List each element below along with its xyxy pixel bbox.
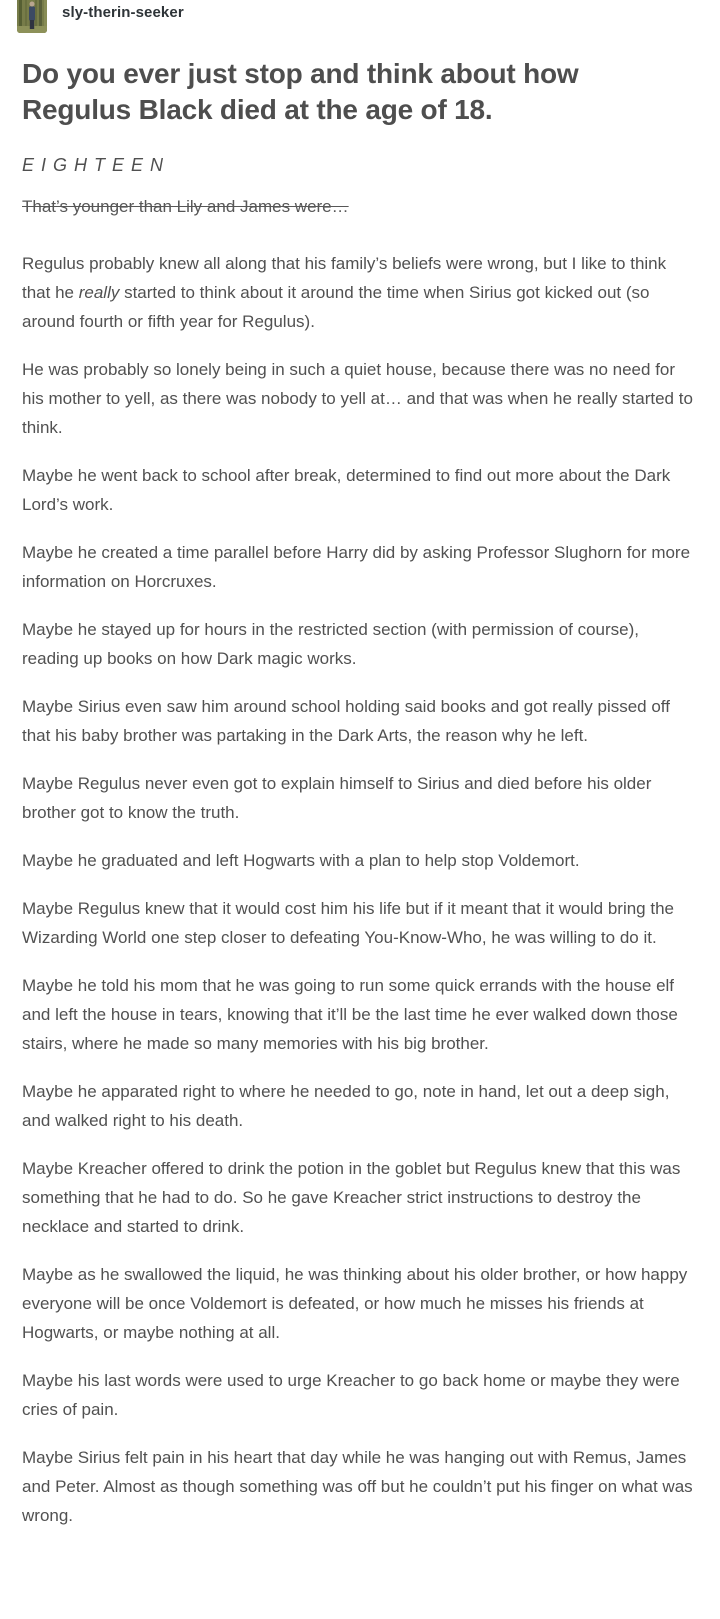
eighteen-emphasis: EIGHTEEN — [22, 155, 171, 175]
avatar-forest-photo — [17, 0, 47, 33]
avatar[interactable] — [17, 0, 47, 33]
post-paragraph-lead — [22, 249, 694, 336]
post-paragraph: He was probably so lonely being in such a quiet house, because there was no need for his mother to yell, as there was nobody to yell at… and that was when he really started to think. — [22, 360, 693, 437]
post-paragraph: Maybe he stayed up for hours in the restricted section (with permission of course), reading up books on how Dark magic works. — [22, 620, 640, 668]
post-body — [0, 56, 720, 1530]
post-paragraph: Maybe as he swallowed the liquid, he was thinking about his older brother, or how happy everyone will be once Voldemort is defeated, or how much he misses his friends at Hogwarts, or maybe nothing at all. — [22, 1265, 688, 1342]
post-paragraph: Maybe he went back to school after break, determined to find out more about the Dark Lord’s work. — [22, 466, 671, 514]
post-paragraph: Maybe he graduated and left Hogwarts with a plan to help stop Voldemort. — [22, 851, 580, 870]
post-paragraph: Maybe Regulus never even got to explain himself to Sirius and died before his older brother got to know the truth. — [22, 774, 652, 822]
post-paragraph: Maybe he created a time parallel before Harry did by asking Professor Slughorn for more information on Horcruxes. — [22, 543, 691, 591]
post-paragraph: Maybe his last words were used to urge Kreacher to go back home or maybe they were cries of pain. — [22, 1371, 680, 1419]
strikethrough-text: That’s younger than Lily and James were… — [22, 197, 349, 216]
post-paragraph: Maybe Regulus knew that it would cost him his life but if it meant that it would bring the Wizarding World one step closer to defeating You-Know-Who, he was willing to do it. — [22, 899, 674, 947]
username-link[interactable]: sly-therin-seeker — [62, 4, 184, 21]
post-header — [0, 0, 720, 34]
post-paragraph: Maybe Sirius felt pain in his heart that day while he was hanging out with Remus, James and Peter. Almost as though something was off but he couldn’t put his finger on what was wrong. — [22, 1448, 693, 1525]
post-title: Do you ever just stop and think about how Regulus Black died at the age of 18. — [22, 58, 579, 125]
post-paragraph: Maybe Kreacher offered to drink the potion in the goblet but Regulus knew that this was something that he had to do. So he gave Kreacher strict instructions to destroy the necklace and started to drink. — [22, 1159, 681, 1236]
lead-text-after: started to think about it around the time when Sirius got kicked out (so around fourth or fifth year for Regulus). — [22, 283, 650, 331]
lead-text-italic: really — [78, 283, 120, 302]
lead-text-before: Regulus probably knew all along that his family’s beliefs were wrong, but I like to think that he — [22, 254, 667, 302]
post-paragraph: Maybe Sirius even saw him around school holding said books and got really pissed off that his baby brother was partaking in the Dark Arts, the reason why he left. — [22, 697, 670, 745]
post-paragraph: Maybe he apparated right to where he needed to go, note in hand, let out a deep sigh, and walked right to his death. — [22, 1082, 670, 1130]
post-paragraph: Maybe he told his mom that he was going to run some quick errands with the house elf and left the house in tears, knowing that it’ll be the last time he ever walked down those stairs, where he made so many memories with his big brother. — [22, 976, 678, 1053]
